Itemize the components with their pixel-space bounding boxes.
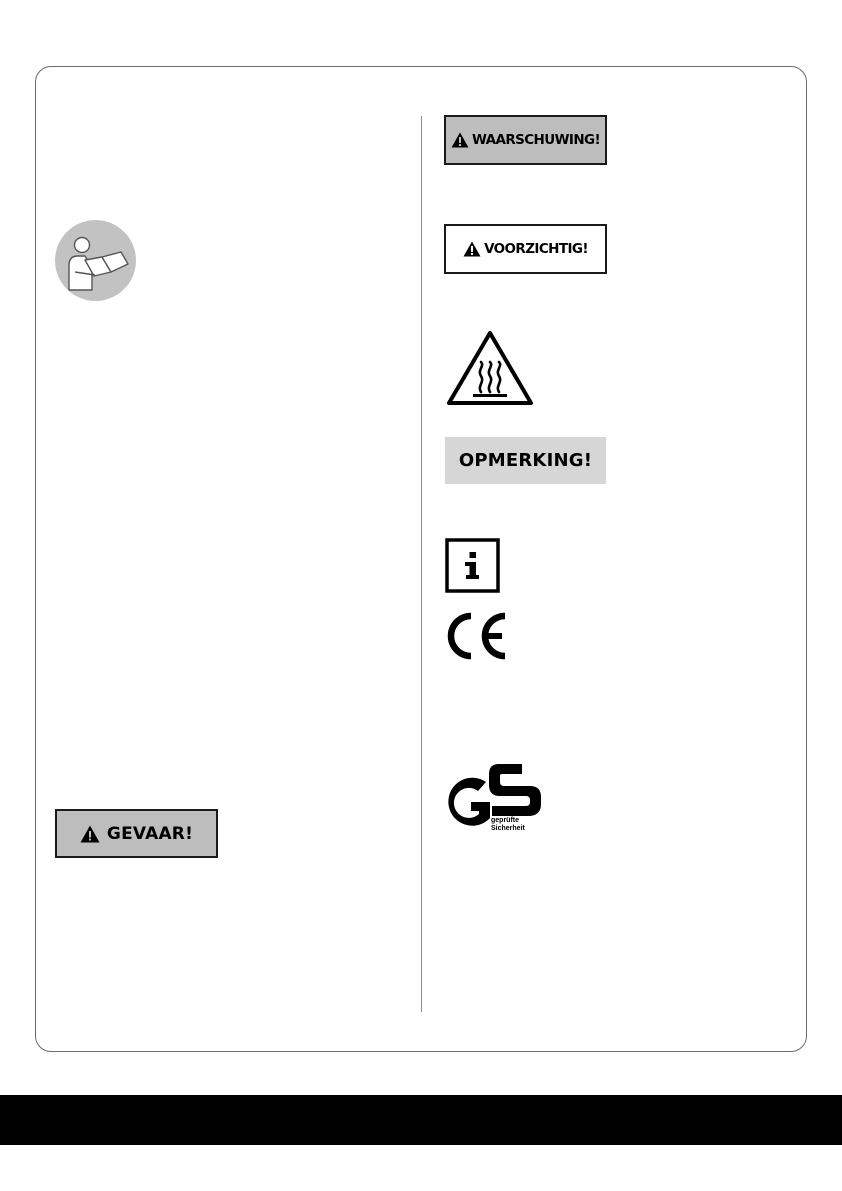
danger-label-text: GEVAAR! xyxy=(106,823,194,844)
caution-label-text: VOORZICHTIG! xyxy=(484,241,588,257)
info-icon xyxy=(445,538,500,593)
read-manual-icon xyxy=(55,220,136,301)
hot-surface-warning-icon xyxy=(446,330,534,406)
danger-label xyxy=(55,809,218,858)
warning-triangle-icon xyxy=(451,132,469,148)
gs-mark-text-1: geprüfte xyxy=(491,817,519,824)
warning-label-text: WAARSCHUWING! xyxy=(471,132,601,148)
gs-mark-icon xyxy=(444,762,544,842)
column-divider xyxy=(421,116,422,1012)
note-label xyxy=(445,437,606,484)
note-label-text: OPMERKING! xyxy=(458,450,593,471)
ce-mark-icon xyxy=(445,612,509,660)
gs-mark-text-2: Sicherheit xyxy=(491,825,525,832)
bottom-bar xyxy=(0,1095,842,1145)
warning-triangle-icon xyxy=(463,241,481,257)
warning-triangle-icon xyxy=(80,825,100,843)
warning-label xyxy=(444,115,607,165)
caution-label xyxy=(444,224,607,274)
